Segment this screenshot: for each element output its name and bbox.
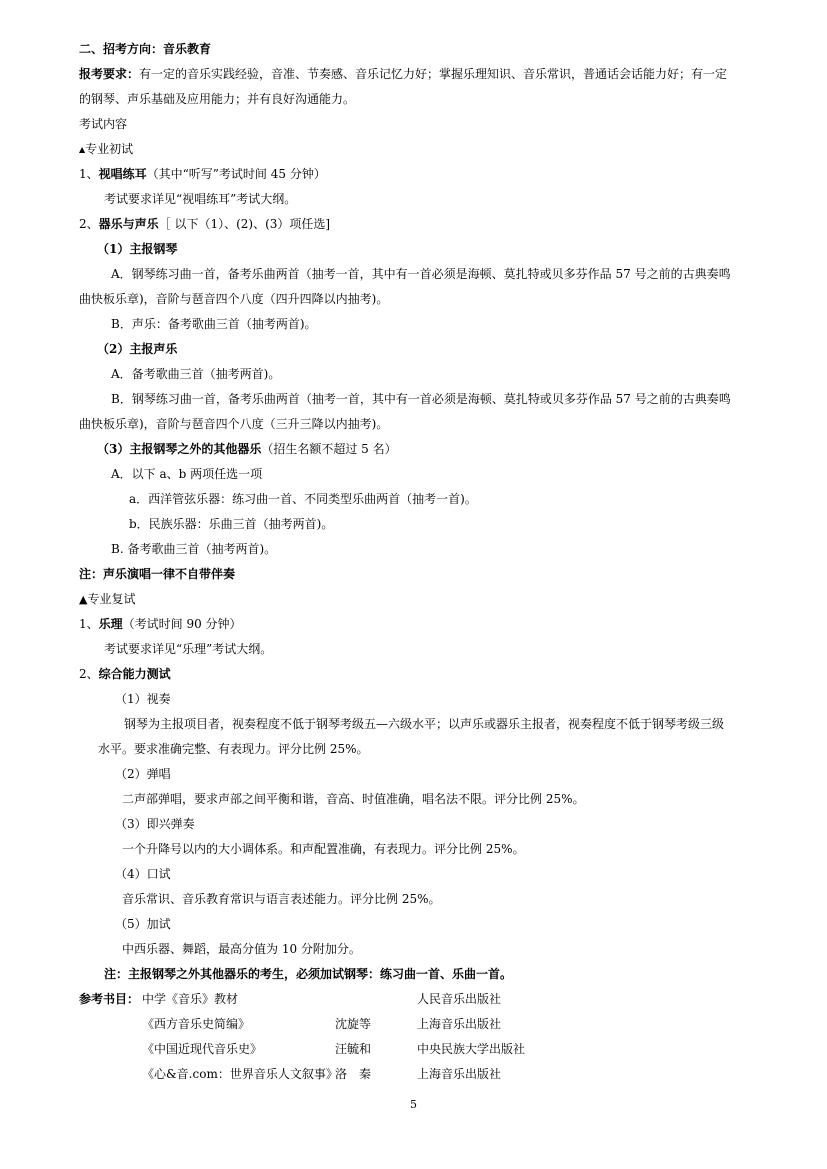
book-title: 《中国近现代音乐史》: [142, 1042, 263, 1056]
other-instrument-note: （招生名额不超过 5 名）: [261, 442, 397, 456]
vocal-b-line-2: 曲快板乐章)，音阶与琶音四个八度（三升三降以内抽考)。: [79, 417, 389, 431]
prelim-title: 专业初试: [85, 142, 134, 156]
sub3-title: （3）即兴弹奏: [115, 817, 195, 831]
sub2-desc: 二声部弹唱，要求声部之间平衡和谐，音高、时值准确，唱名法不限。评分比例 25%。: [122, 792, 585, 806]
sub3-desc: 一个升降号以内的大小调体系。和声配置准确，有表现力。评分比例 25%。: [122, 842, 525, 856]
item-note: （其中“听写”考试时间 45 分钟）: [146, 167, 326, 181]
book-title: 《心&音.com：世界音乐人文叙事》: [142, 1067, 338, 1081]
item-number: 1、: [79, 167, 99, 181]
book-title: 中学《音乐》教材: [142, 992, 239, 1006]
sub5-title: （5）加试: [115, 917, 171, 931]
retest-item-1: [79, 616, 242, 632]
sub1-desc-1: 钢琴为主报项目者，视奏程度不低于钢琴考级五—六级水平；以声乐或器乐主报者，视奏程度不低于钢琴考级三级: [124, 717, 725, 731]
other-instrument-heading: [97, 441, 397, 457]
item-number: 1、: [79, 617, 99, 631]
item-number: 2、: [79, 217, 99, 231]
retest-note: 注：主报钢琴之外其他器乐的考生，必须加试钢琴：练习曲一首、乐曲一首。: [104, 967, 513, 981]
book-author: 沈旋等: [335, 1017, 372, 1031]
references-label: 参考书目：: [79, 992, 140, 1006]
book-title: 《西方音乐史简编》: [142, 1017, 251, 1031]
vocal-b-line-1: B．钢琴练习曲一首，备考乐曲两首（抽考一首，其中有一首必须是海顿、莫扎特或贝多芬作品 57 号之前的古典奏鸣: [111, 392, 731, 406]
sub1-desc-2: 水平。要求准确完整、有表现力。评分比例 25%。: [98, 742, 369, 756]
retest-title: 专业复试: [87, 592, 136, 606]
vocal-a: A．备考歌曲三首（抽考两首)。: [111, 367, 281, 381]
item-title: 乐理: [98, 617, 123, 631]
prelim-item-1-desc: 考试要求详见“视唱练耳”考试大纲。: [104, 192, 297, 206]
item-number: 2、: [79, 667, 99, 681]
section-title: 二、招考方向：音乐教育: [79, 42, 212, 56]
book-author: 汪毓和: [335, 1042, 372, 1056]
piano-major-title: （1）主报钢琴: [97, 242, 178, 256]
book-publisher: 中央民族大学出版社: [417, 1042, 526, 1056]
item-title: 视唱练耳: [98, 167, 147, 181]
other-instrument-title: （3）主报钢琴之外的其他器乐: [97, 442, 262, 456]
retest-heading: [79, 591, 135, 608]
piano-a-line-2: 曲快板乐章)，音阶与琶音四个八度（四升四降以内抽考)。: [79, 292, 389, 306]
sub2-title: （2）弹唱: [115, 767, 171, 781]
book-publisher: 上海音乐出版社: [417, 1067, 502, 1081]
prelim-item-2: [79, 216, 330, 232]
other-a: A．以下 a、b 两项任选一项: [111, 467, 263, 481]
exam-content-heading: 考试内容: [79, 117, 128, 131]
retest-item-2: [79, 666, 171, 682]
requirements-line-1: [79, 66, 727, 82]
triangle-marker-icon: ▲: [79, 593, 88, 606]
triangle-marker-icon: ▲: [79, 145, 86, 154]
page-number: 5: [410, 1098, 417, 1111]
item-note: ［ 以下（1）、(2)、(3）项任选]: [158, 217, 331, 231]
retest-item-1-desc: 考试要求详见“乐理”考试大纲。: [104, 642, 273, 656]
prelim-note: 注：声乐演唱一律不自带伴奏: [79, 567, 236, 581]
prelim-heading: [79, 141, 133, 158]
book-publisher: 人民音乐出版社: [417, 992, 502, 1006]
sub5-desc: 中西乐器、舞蹈，最高分值为 10 分附加分。: [122, 942, 361, 956]
other-b: B. 备考歌曲三首（抽考两首)。: [111, 542, 277, 556]
item-title: 器乐与声乐: [98, 217, 159, 231]
requirements-line-2: 的钢琴、声乐基础及应用能力；并有良好沟通能力。: [79, 92, 356, 106]
piano-b: B．声乐：备考歌曲三首（抽考两首)。: [111, 317, 317, 331]
book-author: 洛 秦: [335, 1067, 372, 1081]
item-note: （考试时间 90 分钟）: [122, 617, 242, 631]
piano-a-line-1: A．钢琴练习曲一首，备考乐曲两首（抽考一首，其中有一首必须是海顿、莫扎特或贝多芬作品 57 号之前的古典奏鸣: [111, 267, 731, 281]
requirements-label: 报考要求：: [79, 67, 140, 81]
item-title: 综合能力测试: [98, 667, 171, 681]
sub4-desc: 音乐常识、音乐教育常识与语言表述能力。评分比例 25%。: [122, 892, 441, 906]
vocal-major-title: （2）主报声乐: [97, 342, 178, 356]
book-publisher: 上海音乐出版社: [417, 1017, 502, 1031]
other-a-b: b．民族乐器：乐曲三首（抽考两首)。: [129, 517, 334, 531]
other-a-a: a．西洋管弦乐器：练习曲一首、不同类型乐曲两首（抽考一首)。: [129, 492, 477, 506]
sub4-title: （4）口试: [115, 867, 171, 881]
requirements-text-1: 有一定的音乐实践经验，音准、节奏感、音乐记忆力好；掌握乐理知识、音乐常识，普通话会话能力好；有一定: [139, 67, 728, 81]
prelim-item-1: [79, 166, 326, 182]
sub1-title: （1）视奏: [115, 692, 171, 706]
